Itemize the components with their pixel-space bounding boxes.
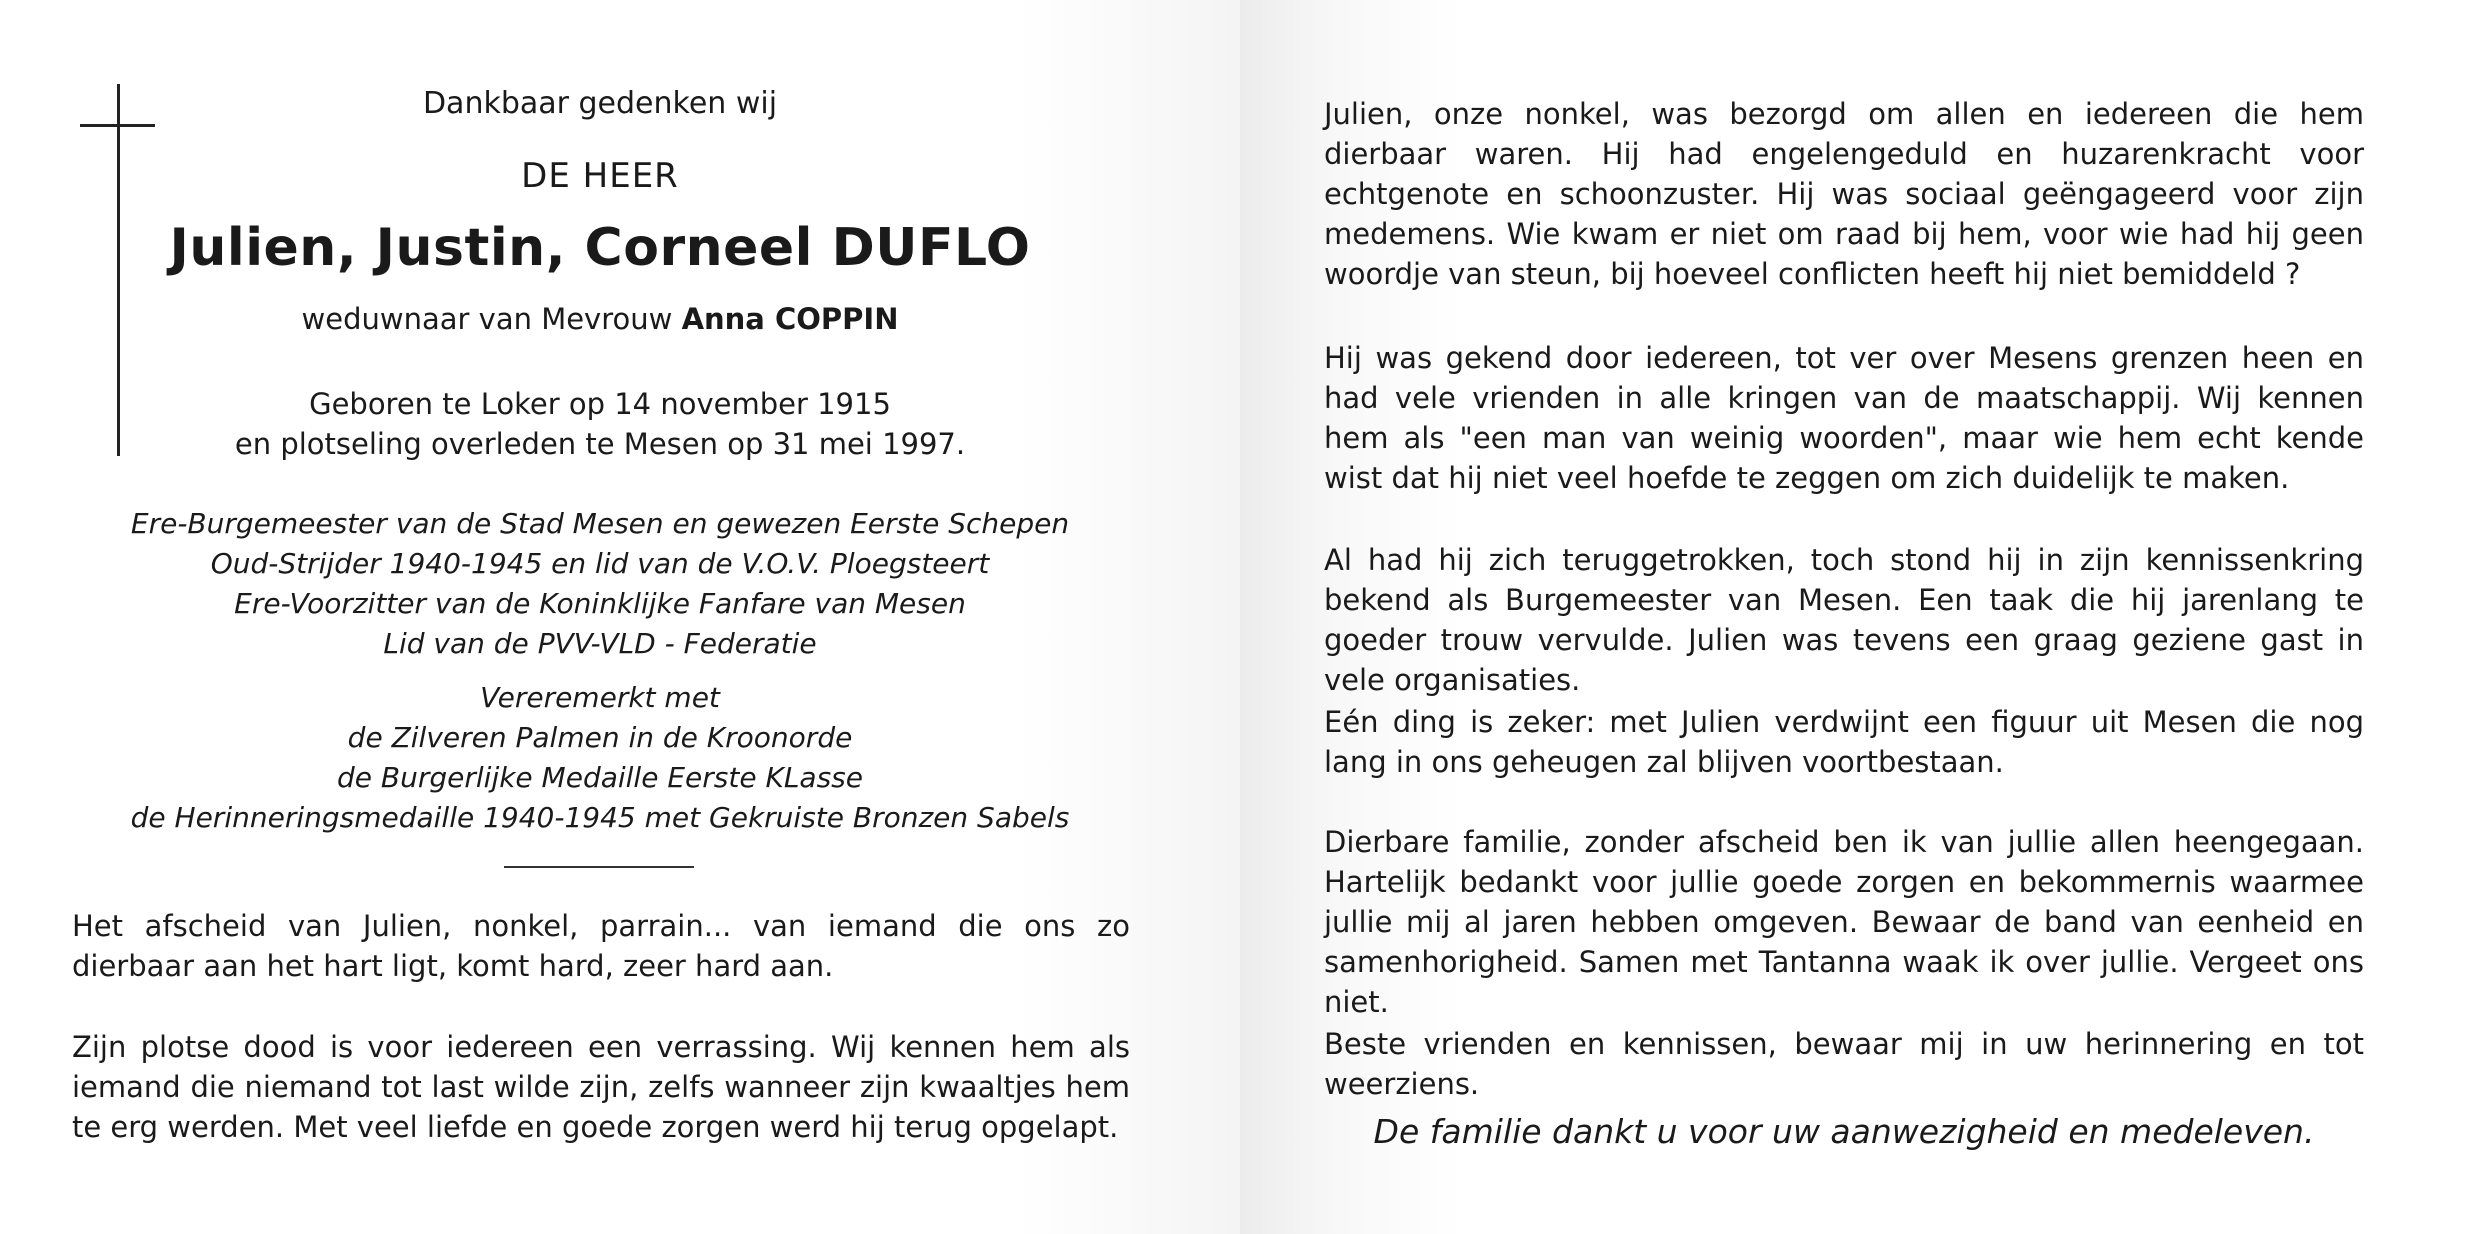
widow-prefix: weduwnaar van Mevrouw bbox=[301, 302, 673, 336]
decoration-line: Vereremerkt met bbox=[480, 681, 720, 714]
spouse-name: Anna COPPIN bbox=[681, 302, 899, 336]
left-paragraph-2: Zijn plotse dood is voor iedereen een verrassing. Wij kennen hem als iemand die niemand tot last wilde zijn, zelfs wanneer zijn kwaaltjes hem te erg werden. Met veel liefde en goede zorgen werd hij terug opgelapt. bbox=[72, 1030, 1130, 1144]
right-page bbox=[1240, 0, 2480, 1234]
decorations-block bbox=[100, 678, 1100, 838]
right-paragraph-1: Julien, onze nonkel, was bezorgd om allen en iedereen die hem dierbaar waren. Hij had engelengeduld en huzarenkracht voor echtgenote en schoonzuster. Hij was sociaal geëngageerd voor zijn medemens. Wie kwam er niet om raad bij hem, voor wie had hij geen woordje van steun, bij hoeveel conflicten heeft hij niet bemiddeld ? bbox=[1324, 97, 2364, 291]
widow-line bbox=[100, 302, 1100, 336]
birth-death-block bbox=[100, 384, 1100, 464]
divider bbox=[504, 866, 694, 868]
born-line-1: Geboren te Loker op 14 november 1915 bbox=[309, 387, 891, 421]
honors-block bbox=[100, 504, 1100, 664]
honor-line: Lid van de PVV-VLD - Federatie bbox=[383, 627, 817, 660]
intro-text: Dankbaar gedenken wij bbox=[422, 86, 778, 121]
honor-line: Ere-Voorzitter van de Koninklijke Fanfare van Mesen bbox=[234, 587, 966, 620]
closing-line: De familie dankt u voor uw aanwezigheid en medeleven. bbox=[1373, 1112, 2315, 1151]
honor-line: Ere-Burgemeester van de Stad Mesen en gewezen Eerste Schepen bbox=[130, 507, 1070, 540]
born-line-2: en plotseling overleden te Mesen op 31 mei 1997. bbox=[234, 427, 966, 461]
left-paragraph-1: Het afscheid van Julien, nonkel, parrain... van iemand die ons zo dierbaar aan het hart ligt, komt hard, zeer hard aan. bbox=[72, 909, 1130, 983]
right-paragraph-2: Hij was gekend door iedereen, tot ver over Mesens grenzen heen en had vele vrienden in alle kringen van de maatschappij. Wij kennen hem als "een man van weinig woorden", maar wie hem echt kende wist dat hij niet veel hoefde te zeggen om zich duidelijk te maken. bbox=[1324, 341, 2364, 495]
decoration-line: de Herinneringsmedaille 1940-1945 met Gekruiste Bronzen Sabels bbox=[130, 801, 1070, 834]
right-paragraph-4: Eén ding is zeker: met Julien verdwijnt een figuur uit Mesen die nog lang in ons geheugen zal blijven voortbestaan. bbox=[1324, 705, 2364, 779]
deceased-name: Julien, Justin, Corneel DUFLO bbox=[169, 218, 1031, 278]
decoration-line: de Zilveren Palmen in de Kroonorde bbox=[347, 721, 853, 754]
title-text: DE HEER bbox=[521, 156, 679, 196]
cross-icon-horizontal bbox=[80, 124, 155, 127]
right-paragraph-3: Al had hij zich teruggetrokken, toch stond hij in zijn kennissenkring bekend als Burgemeester van Mesen. Een taak die hij jarenlang te goeder trouw vervulde. Julien was tevens een graag geziene gast in vele organisaties. bbox=[1324, 543, 2364, 697]
honor-line: Oud-Strijder 1940-1945 en lid van de V.O.V. Ploegsteert bbox=[210, 547, 990, 580]
right-paragraph-5: Dierbare familie, zonder afscheid ben ik van jullie allen heengegaan. Hartelijk bedankt voor jullie goede zorgen en bekommernis waarmee jullie mij al jaren hebben omgeven. Bewaar de band van eenheid en samenhorigheid. Samen met Tantanna waak ik over jullie. Vergeet ons niet. bbox=[1324, 825, 2364, 1019]
right-paragraph-6: Beste vrienden en kennissen, bewaar mij in uw herinnering en tot weerziens. bbox=[1324, 1027, 2364, 1101]
decoration-line: de Burgerlijke Medaille Eerste KLasse bbox=[337, 761, 863, 794]
